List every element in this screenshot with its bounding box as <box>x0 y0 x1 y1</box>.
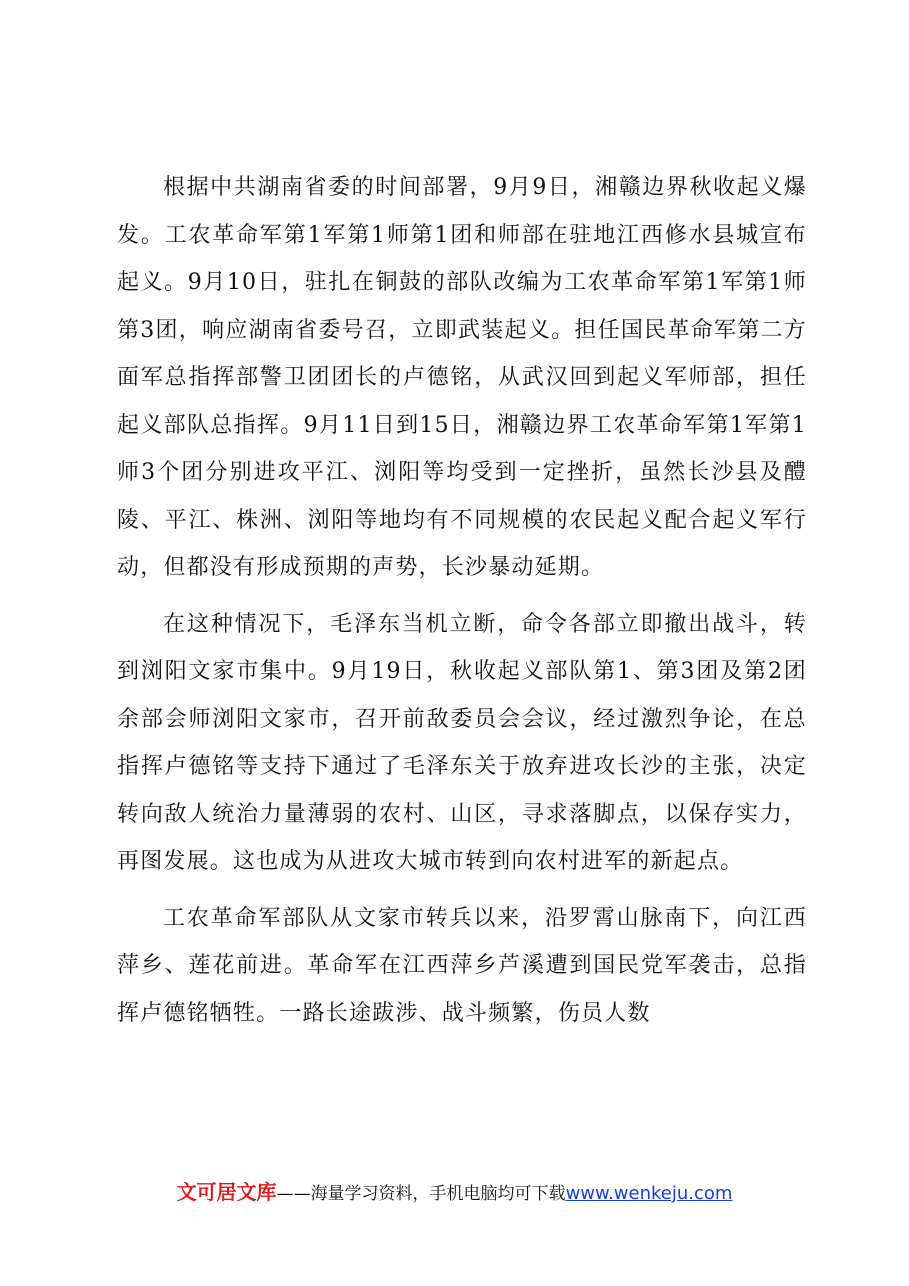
paragraph-1: 根据中共湖南省委的时间部署，9月9日，湘赣边界秋收起义爆发。工农革命军第1军第1师第1团和师部在驻地江西修水县城宣布起义。9月10日，驻扎在铜鼓的部队改编为工农革命军第1军第1师第3团，响应湖南省委号召，立即武装起义。担任国民革命军第二方面军总指挥部警卫团团长的卢德铭，从武汉回到起义军师部，担任起义部队总指挥。9月11日到15日，湘赣边界工农革命军第1军第1师3个团分别进攻平江、浏阳等均受到一定挫折，虽然长沙县及醴陵、平江、株洲、浏阳等地均有不同规模的农民起义配合起义军行动，但都没有形成预期的声势，长沙暴动延期。 <box>117 175 807 580</box>
footer-brand: 文可居文库 <box>176 1180 277 1204</box>
footer-tagline: ——海量学习资料，手机电脑均可下载 <box>276 1184 566 1204</box>
footer-website-link[interactable]: www.wenkeju.com <box>565 1183 733 1204</box>
footer-banner <box>0 1176 909 1205</box>
paragraph-2: 在这种情况下，毛泽东当机立断，命令各部立即撤出战斗，转到浏阳文家市集中。9月19日，秋收起义部队第1、第3团及第2团余部会师浏阳文家市，召开前敌委员会会议，经过激烈争论，在总指挥卢德铭等支持下通过了毛泽东关于放弃进攻长沙的主张，决定转向敌人统治力量薄弱的农村、山区，寻求落脚点，以保存实力，再图发展。这也成为从进攻大城市转到向农村进军的新起点。 <box>117 611 807 874</box>
document-body <box>117 164 807 1046</box>
paragraph-3: 工农革命军部队从文家市转兵以来，沿罗霄山脉南下，向江西萍乡、莲花前进。革命军在江西萍乡芦溪遭到国民党军袭击，总指挥卢德铭牺牲。一路长途跋涉、战斗频繁，伤员人数 <box>117 905 807 1026</box>
